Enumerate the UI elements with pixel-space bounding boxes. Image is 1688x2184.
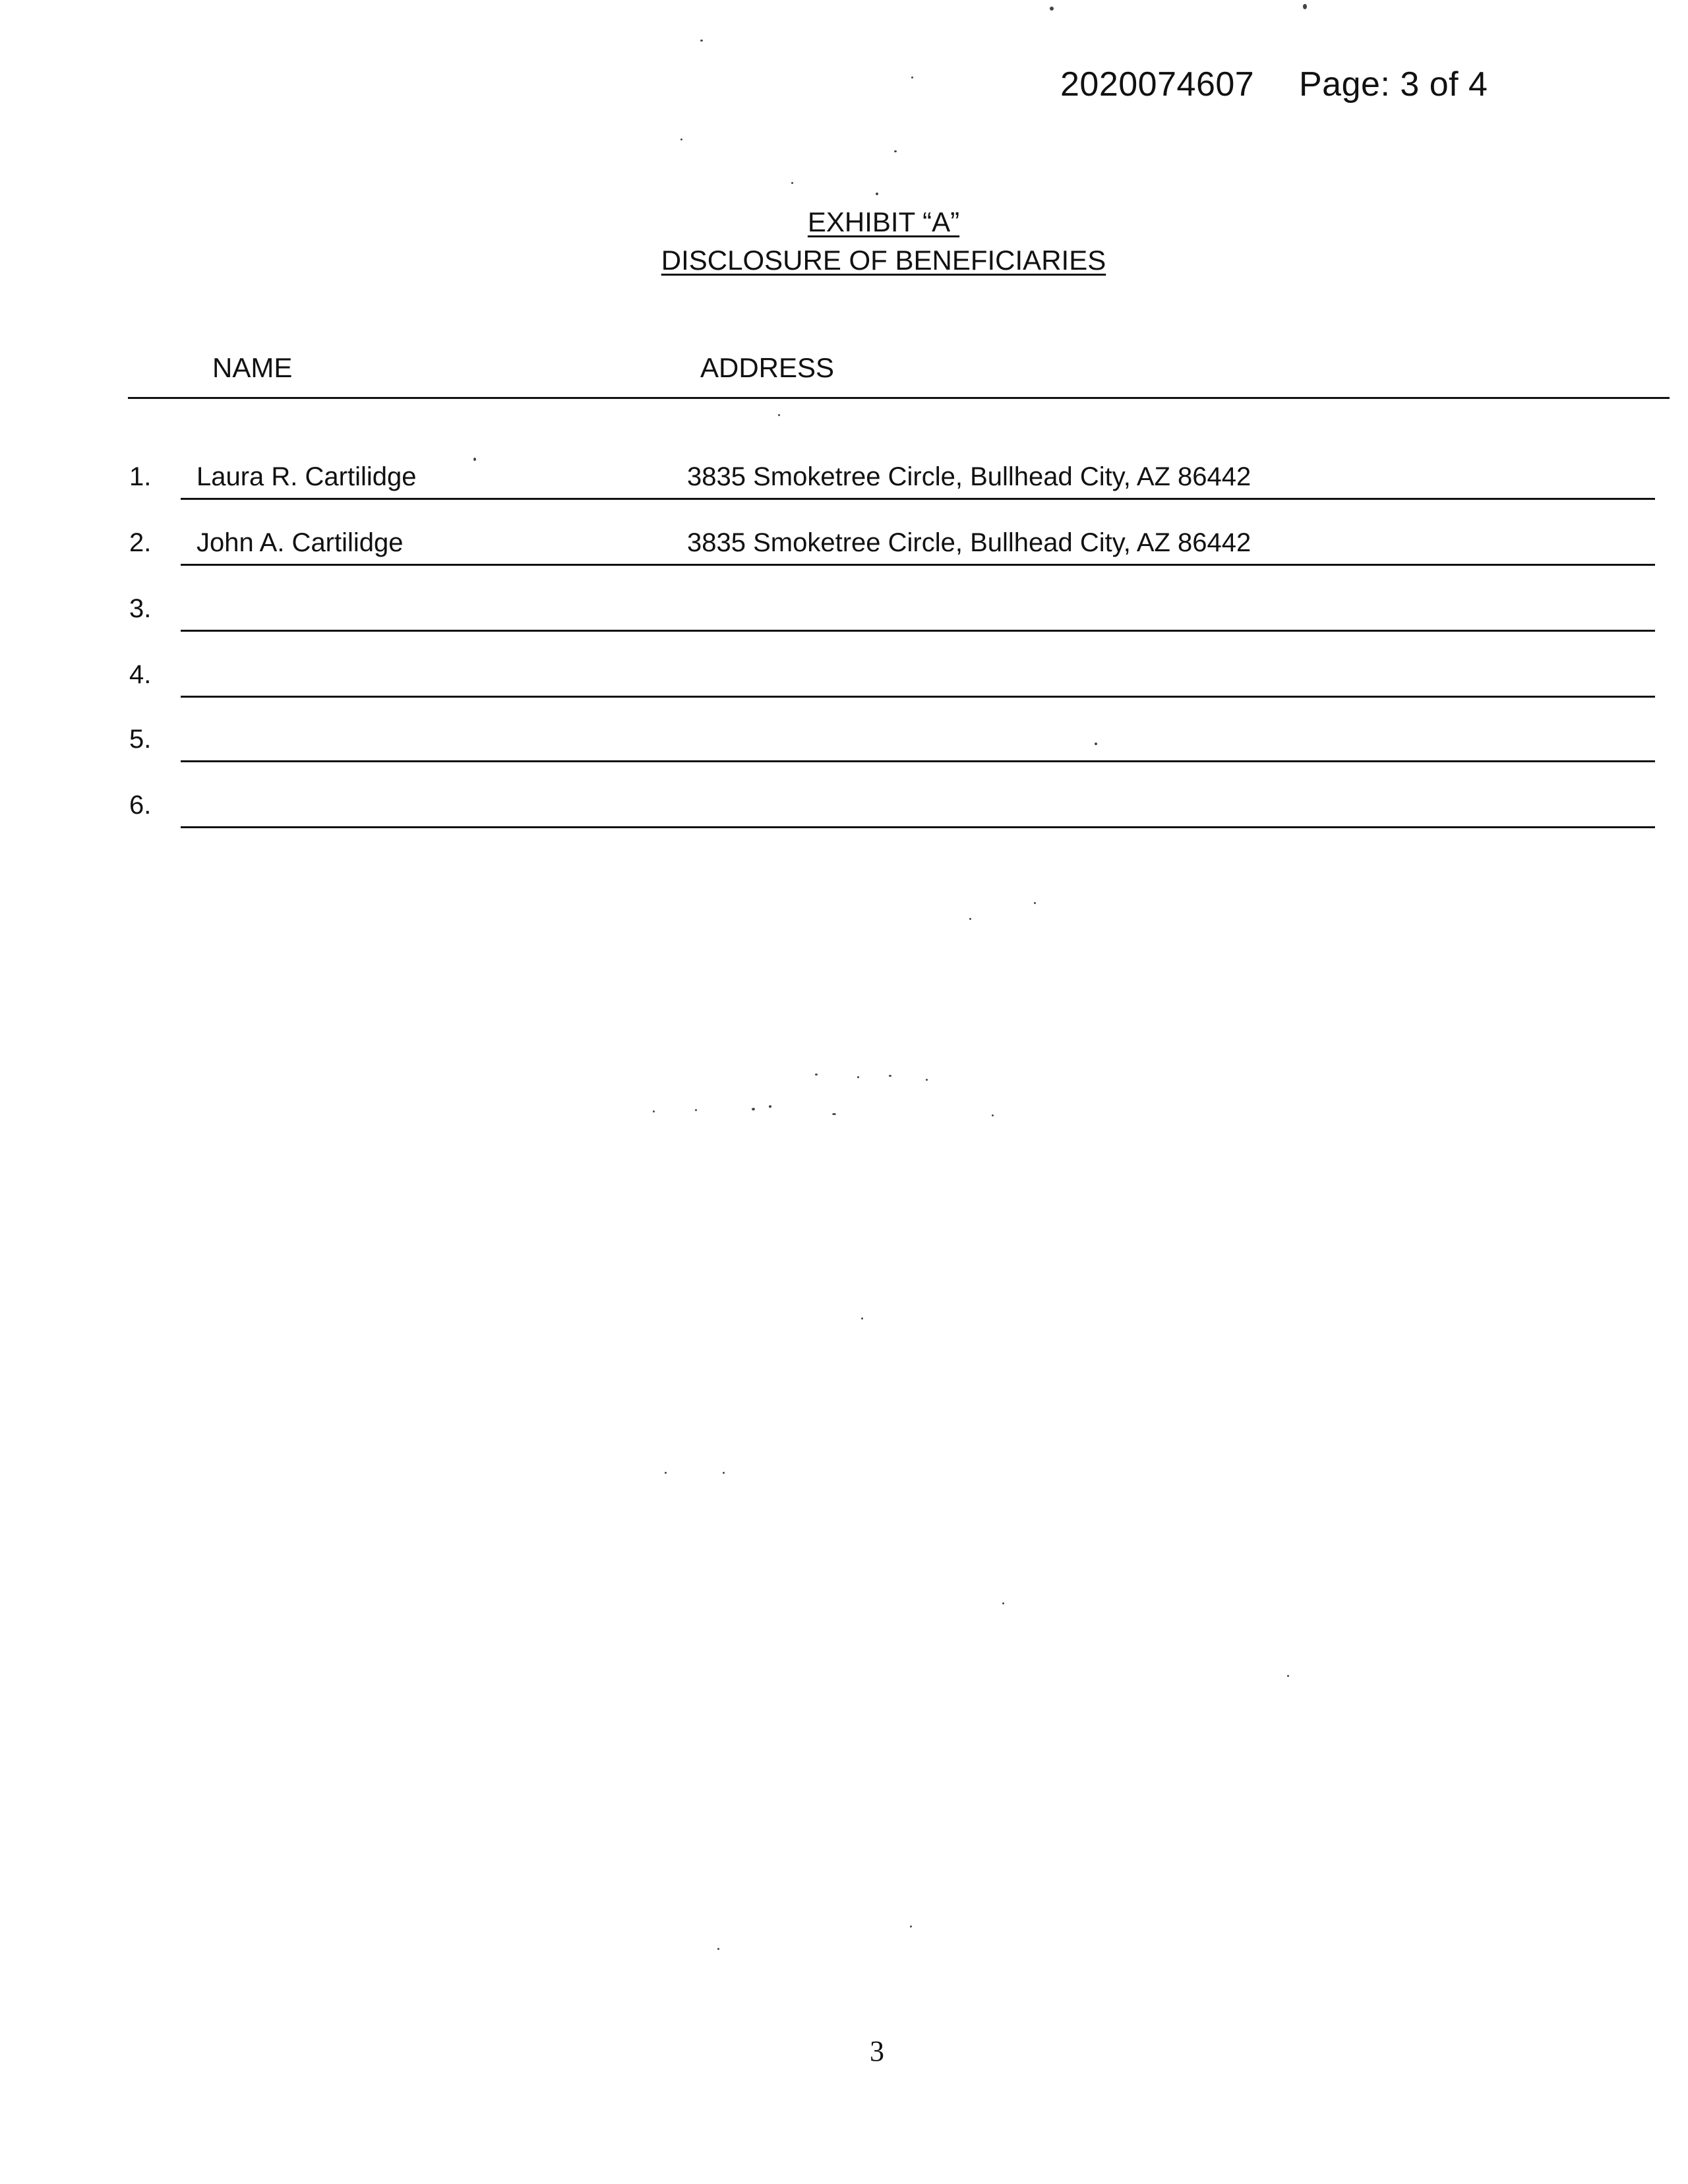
beneficiary-row-1 [0, 435, 1688, 495]
beneficiary-row-5 [0, 698, 1688, 757]
row-number: 1. [129, 462, 152, 491]
scan-speck [857, 1076, 859, 1078]
scan-speck [700, 40, 703, 42]
beneficiary-address: 3835 Smoketree Circle, Bullhead City, AZ 86442 [687, 462, 1251, 491]
row-number: 6. [129, 791, 152, 820]
scan-speck [992, 1114, 994, 1116]
scan-speck [1002, 1602, 1004, 1604]
scan-speck [695, 1109, 697, 1111]
scan-speck [911, 76, 913, 78]
row-underline [181, 826, 1655, 828]
exhibit-title [0, 203, 1688, 280]
address-column-header: ADDRESS [700, 352, 835, 383]
scan-speck [815, 1074, 818, 1076]
scan-speck [1303, 4, 1307, 9]
row-underline [181, 564, 1655, 566]
beneficiary-row-2 [0, 501, 1688, 561]
scan-speck [717, 1948, 719, 1950]
scan-speck [680, 138, 682, 140]
scan-speck [1050, 7, 1054, 11]
scan-speck [969, 918, 971, 920]
row-underline [181, 498, 1655, 500]
disclosure-heading: DISCLOSURE OF BENEFICIARIES [661, 245, 1106, 276]
page-number: 3 [870, 2035, 884, 2067]
row-number: 2. [129, 528, 152, 557]
row-number: 5. [129, 725, 152, 754]
scan-speck [1287, 1675, 1289, 1677]
beneficiary-name: John A. Cartilidge [196, 528, 404, 557]
scan-speck [665, 1472, 667, 1474]
scan-speck [876, 193, 878, 195]
header-divider [128, 397, 1670, 399]
scan-speck [926, 1079, 928, 1081]
document-number: 2020074607 [1060, 65, 1255, 104]
scan-speck [653, 1110, 655, 1112]
scan-speck [861, 1318, 863, 1320]
scan-speck [791, 182, 793, 184]
scan-speck [910, 1926, 912, 1927]
scan-speck [894, 150, 897, 152]
scan-speck [1034, 902, 1036, 904]
scan-speck [752, 1108, 755, 1110]
name-column-header: NAME [212, 352, 293, 383]
scan-speck [778, 414, 780, 416]
row-number: 4. [129, 660, 152, 689]
page-indicator: Page: 3 of 4 [1299, 65, 1488, 104]
row-underline [181, 630, 1655, 632]
scan-speck [832, 1113, 836, 1115]
beneficiary-address: 3835 Smoketree Circle, Bullhead City, AZ 86442 [687, 528, 1251, 557]
beneficiary-name: Laura R. Cartilidge [196, 462, 417, 491]
row-underline [181, 760, 1655, 762]
scan-speck [769, 1105, 771, 1108]
exhibit-heading: EXHIBIT “A” [807, 206, 960, 237]
beneficiary-row-6 [0, 764, 1688, 823]
scan-speck [1095, 743, 1097, 745]
row-number: 3. [129, 594, 152, 623]
beneficiary-row-3 [0, 567, 1688, 626]
scan-speck [473, 458, 476, 461]
beneficiary-row-4 [0, 633, 1688, 692]
scan-speck [889, 1075, 891, 1077]
scan-speck [723, 1472, 725, 1474]
